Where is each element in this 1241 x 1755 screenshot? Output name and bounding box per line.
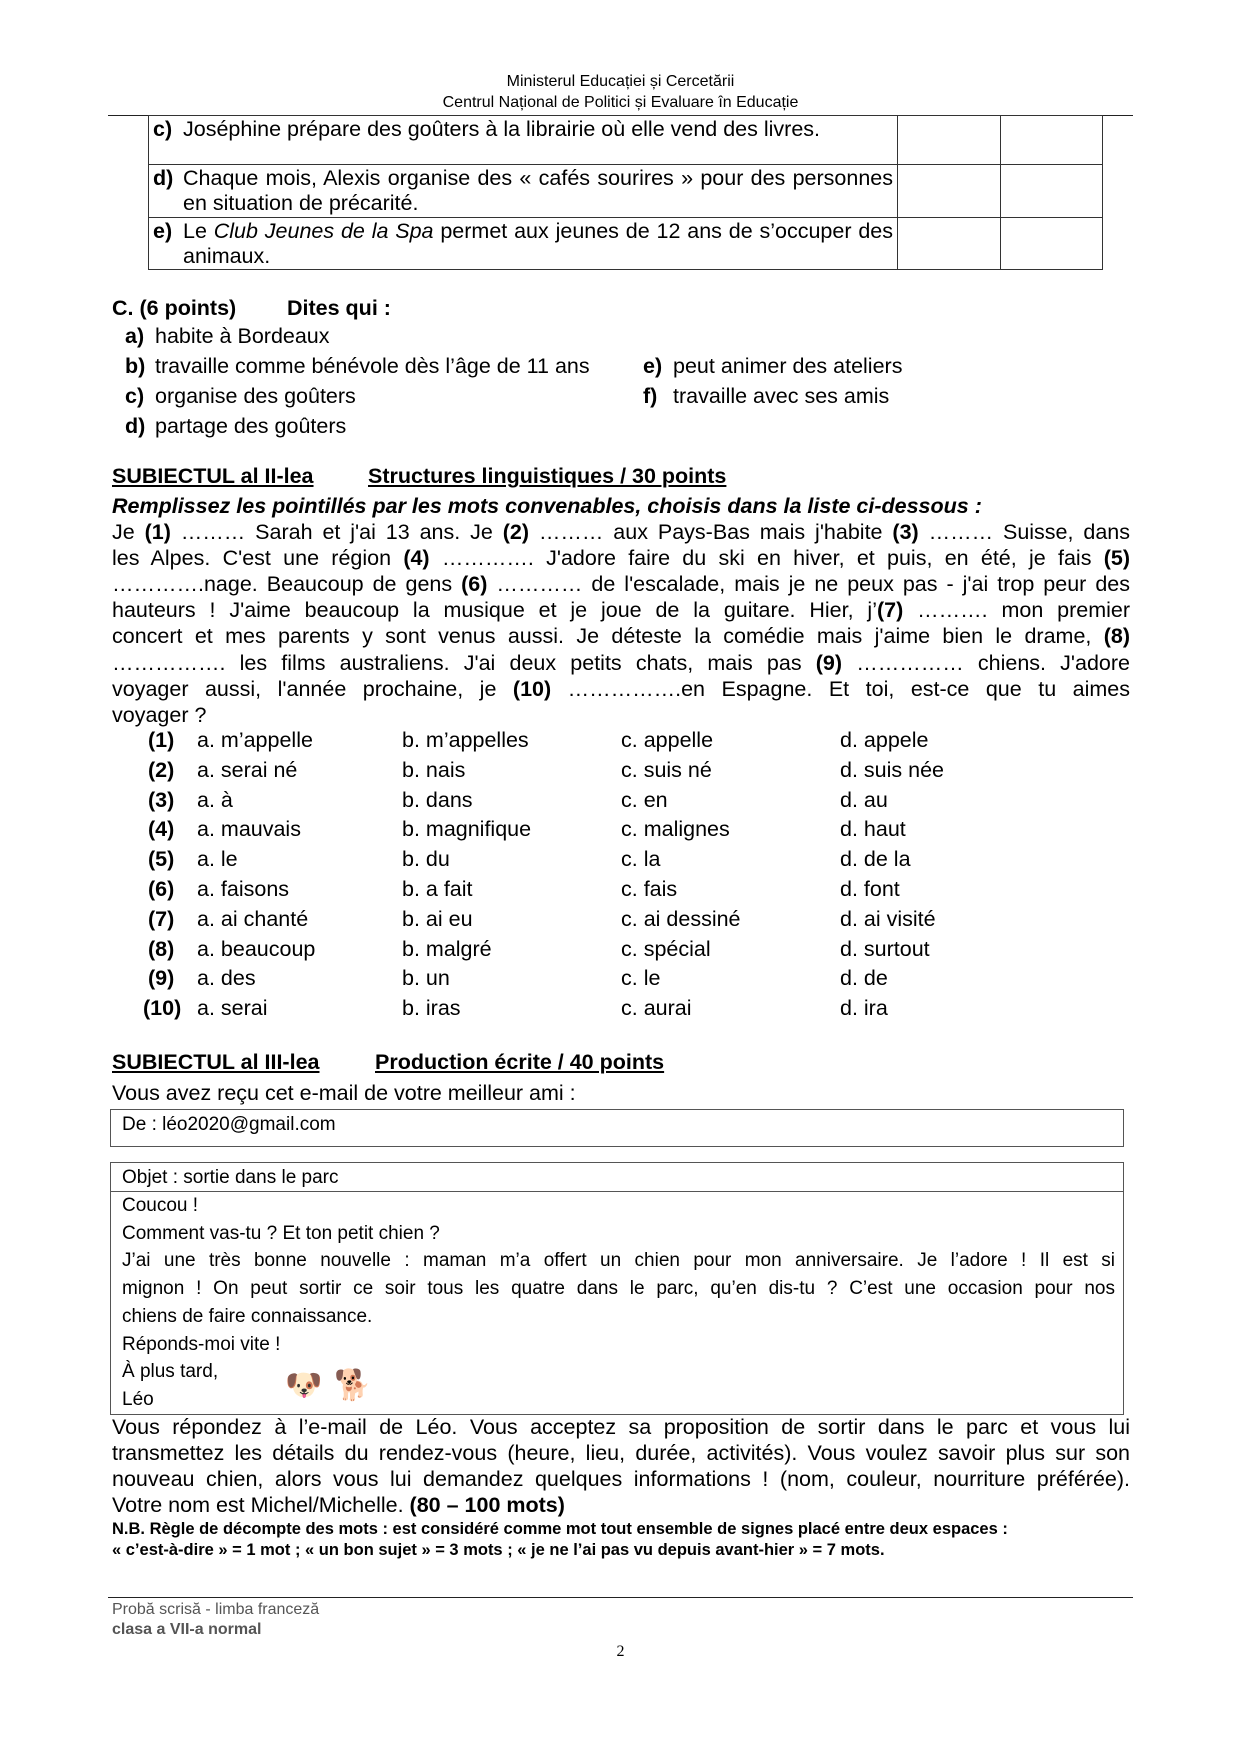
email-body-line: J’ai une très bonne nouvelle : maman m’a offert un chien pour mon anniversaire. Je l’adore ! Il est si xyxy=(122,1250,1115,1272)
header-center: Centrul Național de Politici și Evaluare în Educație xyxy=(442,94,799,111)
email-body-line: Léo xyxy=(122,1388,154,1410)
true-false-table xyxy=(148,115,1103,270)
answer-cell[interactable] xyxy=(898,165,1001,218)
item-label: a) xyxy=(125,324,145,348)
paragraph-line: voyager aussi, l'année prochaine, je (10) …………….en Espagne. Et toi, est-ce que tu aimes xyxy=(112,676,1130,701)
row-text: Le Club Jeunes de la Spa permet aux jeunes de 12 ans de s’occuper des animaux. xyxy=(183,219,893,268)
footer-rule xyxy=(108,1597,1133,1598)
option-number: (1) xyxy=(148,728,175,752)
option-choice: c. aurai xyxy=(621,996,692,1021)
email-body-line: Comment vas-tu ? Et ton petit chien ? xyxy=(122,1222,440,1244)
table-row xyxy=(149,218,1103,270)
email-body-line: Réponds-moi vite ! xyxy=(122,1333,281,1355)
item-label: b) xyxy=(125,354,146,378)
item-label: c) xyxy=(125,384,145,408)
subject3-heading: SUBIECTUL al III-lea xyxy=(112,1050,320,1074)
answer-cell[interactable] xyxy=(1000,116,1103,165)
page-number: 2 xyxy=(616,1643,625,1660)
task-line: Vous répondez à l’e-mail de Léo. Vous acceptez sa proposition de sortir dans le parc et vous lui xyxy=(112,1415,1130,1439)
table-row xyxy=(149,116,1103,165)
option-choice: c. en xyxy=(621,787,668,812)
option-number: (3) xyxy=(148,787,175,812)
option-choice: b. magnifique xyxy=(402,817,532,842)
option-choice: d. suis née xyxy=(840,757,944,782)
header-ministry: Ministerul Educației și Cercetării xyxy=(506,73,735,90)
option-choice: c. la xyxy=(621,847,661,872)
item-text: organise des goûters xyxy=(155,384,356,408)
option-choice: d. ira xyxy=(840,996,888,1021)
paragraph-line: Je (1) ……… Sarah et j'ai 13 ans. Je (2) ……… aux Pays-Bas mais j'habite (3) ……… Suisse, dans xyxy=(112,520,1130,544)
email-from: De : léo2020@gmail.com xyxy=(122,1114,336,1135)
option-number: (9) xyxy=(148,966,175,991)
option-choice: c. spécial xyxy=(621,936,711,961)
option-choice: c. ai dessiné xyxy=(621,906,741,931)
row-label: c) xyxy=(153,117,173,141)
subject2-heading: SUBIECTUL al II-lea xyxy=(112,464,314,488)
footer-class: clasa a VII-a normal xyxy=(112,1621,262,1638)
subject2-instruction: Remplissez les pointillés par les mots convenables, choisis dans la liste ci-dessous : xyxy=(112,494,982,518)
option-choice: b. du xyxy=(402,847,450,872)
paragraph-line: ……………. les films australiens. J'ai deux petits chats, mais pas (9) …………… chiens. J'adore xyxy=(112,650,1131,675)
option-choice: a. beaucoup xyxy=(197,936,316,961)
option-choice: d. de xyxy=(840,966,888,991)
task-line: Votre nom est Michel/Michelle. (80 – 100 mots) xyxy=(112,1493,565,1517)
item-label: e) xyxy=(643,354,663,378)
table-row xyxy=(149,165,1103,218)
option-choice: d. ai visité xyxy=(840,906,936,931)
section-c-points: C. (6 points) xyxy=(112,296,237,320)
puppy-icon: 🐕 xyxy=(334,1369,372,1402)
row-text: Chaque mois, Alexis organise des « cafés sourires » pour des personnes en situation de précarité. xyxy=(183,166,893,215)
option-choice: d. haut xyxy=(840,817,906,842)
item-label: f) xyxy=(643,384,658,408)
option-choice: b. dans xyxy=(402,787,473,812)
option-choice: b. a fait xyxy=(402,877,473,901)
nb-line: N.B. Règle de décompte des mots : est considéré comme mot tout ensemble de signes placé entre deux espaces : xyxy=(112,1520,1008,1538)
option-choice: a. mauvais xyxy=(197,817,301,842)
option-choice: d. de la xyxy=(840,847,911,872)
paragraph-line: hauteurs ! J'aime beaucoup la musique et je joue de la guitare. Hier, j’(7) ………. mon premier xyxy=(112,598,1130,623)
paragraph-line: les Alpes. C'est une région (4) …………. J'adore faire du ski en hiver, et puis, en été, je fais (5) xyxy=(112,546,1130,571)
option-choice: a. à xyxy=(197,787,233,812)
option-choice: c. malignes xyxy=(621,817,730,842)
option-choice: c. suis né xyxy=(621,757,712,782)
nb-line: « c’est-à-dire » = 1 mot ; « un bon sujet » = 3 mots ; « je ne l’ai pas vu depuis avant-hier » = 7 mots. xyxy=(112,1541,885,1559)
row-label: e) xyxy=(153,219,173,243)
option-choice: a. le xyxy=(197,847,238,872)
option-number: (2) xyxy=(148,757,175,782)
option-choice: b. un xyxy=(402,966,450,991)
subject2-title: Structures linguistiques / 30 points xyxy=(368,464,727,488)
option-choice: b. ai eu xyxy=(402,906,473,931)
answer-cell[interactable] xyxy=(898,116,1001,165)
item-text: travaille comme bénévole dès l’âge de 11 ans xyxy=(155,354,590,378)
answer-cell[interactable] xyxy=(1000,165,1103,218)
option-choice: a. serai xyxy=(197,996,268,1021)
option-choice: d. font xyxy=(840,877,900,901)
option-number: (10) xyxy=(143,996,182,1021)
option-choice: a. serai né xyxy=(197,757,298,782)
task-line: nouveau chien, alors vous lui demandez quelques informations ! (nom, couleur, nourriture préférée). xyxy=(112,1467,1130,1491)
answer-cell[interactable] xyxy=(1000,218,1103,270)
email-subject-divider xyxy=(110,1191,1124,1192)
option-number: (8) xyxy=(148,936,175,961)
option-choice: b. malgré xyxy=(402,936,492,961)
option-choice: b. nais xyxy=(402,757,466,782)
option-number: (6) xyxy=(148,877,175,901)
email-body-line: Coucou ! xyxy=(122,1195,199,1216)
row-text: Joséphine prépare des goûters à la librairie où elle vend des livres. xyxy=(183,117,821,141)
option-choice: a. des xyxy=(197,966,256,991)
subject3-title: Production écrite / 40 points xyxy=(375,1050,665,1074)
section-c-title: Dites qui : xyxy=(287,296,391,320)
item-label: d) xyxy=(125,414,146,438)
item-text: peut animer des ateliers xyxy=(673,354,903,378)
dog-icon: 🐶 xyxy=(285,1369,323,1402)
email-body-line: chiens de faire connaissance. xyxy=(122,1305,373,1327)
option-choice: a. faisons xyxy=(197,877,290,901)
paragraph-line: voyager ? xyxy=(112,702,207,727)
item-text: partage des goûters xyxy=(155,414,347,438)
email-body-line: mignon ! On peut sortir ce soir tous les quatre dans le parc, qu’en dis-tu ? C’est une occasion pour nos xyxy=(122,1278,1115,1300)
option-number: (4) xyxy=(148,817,175,842)
row-label: d) xyxy=(153,166,174,190)
paragraph-line: ………….nage. Beaucoup de gens (6) ………… de l'escalade, mais je ne peux pas - j'ai trop peur des xyxy=(112,572,1130,597)
item-text: travaille avec ses amis xyxy=(673,384,890,408)
email-subject: Objet : sortie dans le parc xyxy=(122,1167,339,1188)
option-choice: d. surtout xyxy=(840,936,930,961)
option-choice: a. ai chanté xyxy=(197,906,309,931)
option-choice: c. appelle xyxy=(621,728,714,752)
option-choice: c. le xyxy=(621,966,661,991)
task-line: transmettez les détails du rendez-vous (heure, lieu, durée, activités). Vous voulez savoir plus sur son xyxy=(112,1441,1130,1465)
option-number: (5) xyxy=(148,847,175,872)
option-choice: c. fais xyxy=(621,877,678,901)
option-choice: b. m’appelles xyxy=(402,728,529,752)
paragraph-line: concert et mes parents y sont venus aussi. Je déteste la comédie mais j'aime bien le drame, (8) xyxy=(112,624,1130,649)
option-choice: a. m’appelle xyxy=(197,728,313,752)
option-number: (7) xyxy=(148,906,175,931)
answer-cell[interactable] xyxy=(898,218,1001,270)
option-choice: d. au xyxy=(840,787,888,812)
option-choice: d. appele xyxy=(840,728,929,752)
email-body-line: À plus tard, xyxy=(122,1361,219,1383)
option-choice: b. iras xyxy=(402,996,461,1021)
footer-exam: Probă scrisă - limba franceză xyxy=(112,1601,320,1618)
email-intro: Vous avez reçu cet e-mail de votre meilleur ami : xyxy=(112,1081,576,1105)
item-text: habite à Bordeaux xyxy=(155,324,330,348)
